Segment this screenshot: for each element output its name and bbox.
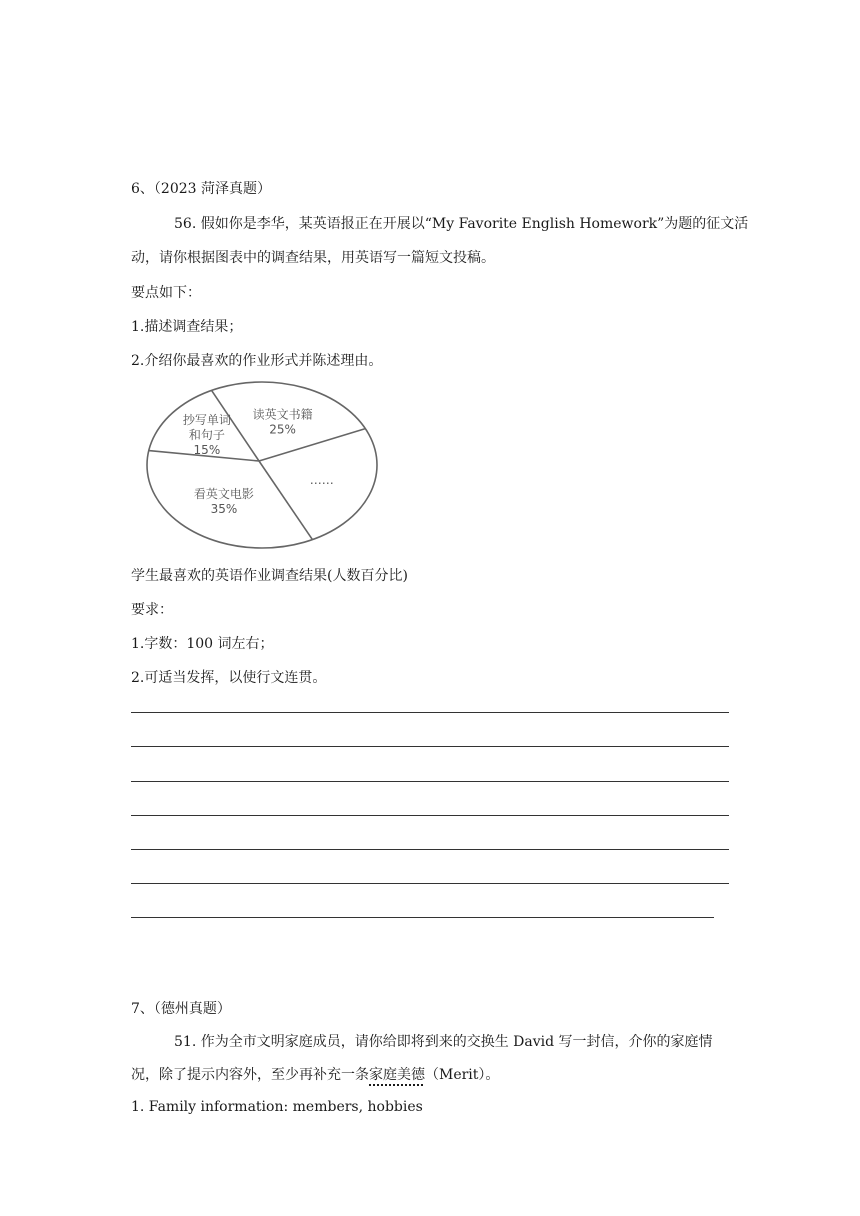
- q6-chart-caption: 学生最喜欢的英语作业调查结果(人数百分比): [131, 568, 408, 584]
- pie-slice-label: ……: [309, 472, 334, 487]
- q7-header: 7、（德州真题）: [131, 1001, 231, 1017]
- q7-prompt-line2: [131, 1064, 499, 1084]
- answer-line[interactable]: [131, 712, 729, 713]
- answer-line[interactable]: [131, 746, 729, 747]
- answer-line[interactable]: [131, 917, 714, 918]
- survey-pie-chart: [145, 380, 385, 550]
- q7-emphasis-merit: 家庭美德: [369, 1067, 425, 1083]
- q7-item1: 1. Family information: members, hobbies: [131, 1099, 423, 1115]
- pie-slice-label: 25%: [269, 422, 296, 437]
- pie-slice-label: 看英文电影: [193, 486, 254, 501]
- answer-line[interactable]: [131, 883, 729, 884]
- q6-point2: 2.介绍你最喜欢的作业形式并陈述理由。: [131, 353, 383, 369]
- q7-prompt-line2-start: 况，除了提示内容外，至少再补充一条: [131, 1067, 369, 1083]
- pie-slice-label: 读英文书籍: [252, 407, 313, 422]
- q6-prompt-line1: 56. 假如你是李华，某英语报正在开展以“My Favorite English Homework”为题的征文活: [174, 216, 749, 232]
- pie-slice-label: 35%: [210, 501, 238, 516]
- pie-slice-label: 15%: [193, 443, 221, 458]
- q6-req-title: 要求：: [131, 602, 173, 618]
- q6-points-title: 要点如下：: [131, 285, 201, 301]
- q6-point1: 1.描述调查结果；: [131, 319, 243, 335]
- pie-slice-label: 和句子: [188, 428, 225, 443]
- q6-header: 6、（2023 菏泽真题）: [131, 181, 271, 197]
- pie-slice-label: 抄写单词: [182, 413, 231, 428]
- q6-req1: 1.字数：100 词左右；: [131, 636, 274, 652]
- answer-line[interactable]: [131, 849, 729, 850]
- answer-line[interactable]: [131, 815, 729, 816]
- q6-prompt-line2: 动，请你根据图表中的调查结果，用英语写一篇短文投稿。: [131, 250, 495, 266]
- answer-line[interactable]: [131, 781, 729, 782]
- q6-req2: 2.可适当发挥，以使行文连贯。: [131, 670, 327, 686]
- q7-prompt-line1: 51. 作为全市文明家庭成员，请你给即将到来的交换生 David 写一封信，介你的家庭情: [174, 1034, 713, 1050]
- q7-prompt-line2-end: （Merit）。: [425, 1067, 500, 1083]
